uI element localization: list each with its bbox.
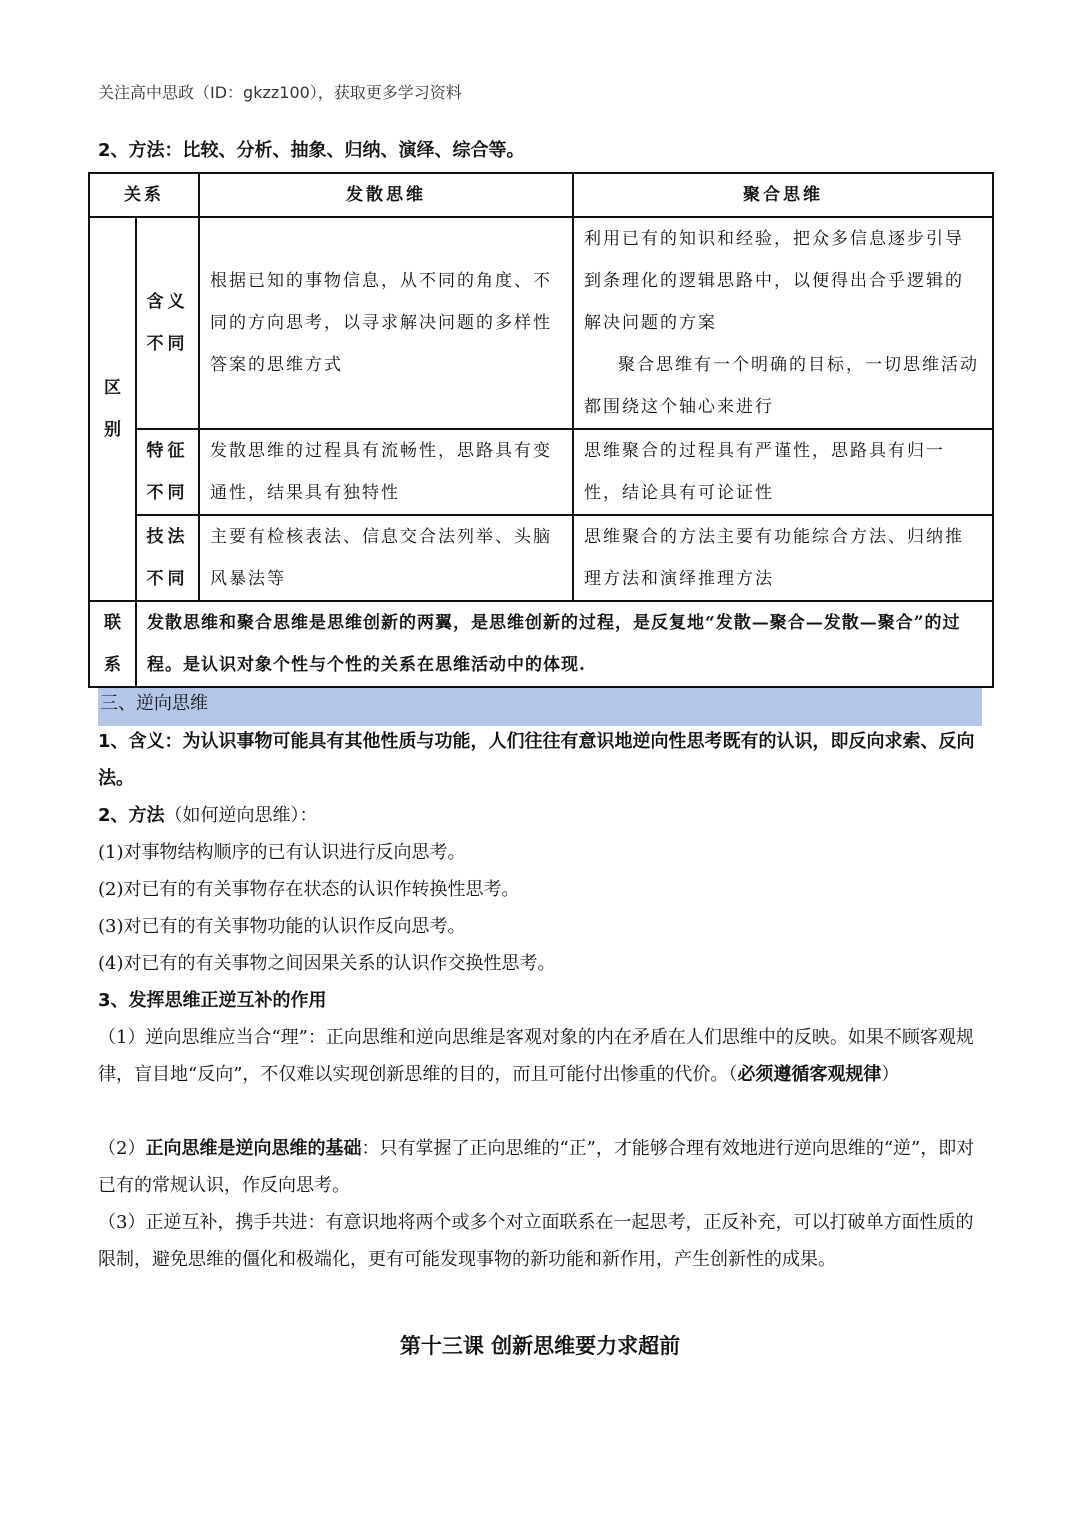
row-label-line: 特征 xyxy=(146,441,189,461)
table-row xyxy=(89,429,993,515)
table-row xyxy=(89,601,993,687)
header-relation: 关系 xyxy=(89,173,199,217)
convergent-meaning-text: 利用已有的知识和经验，把众多信息逐步引导到条理化的逻辑思路中，以便得出合乎逻辑的解决问题的方案 xyxy=(584,229,964,333)
role-paragraph-3: （3）正逆互补，携手共进：有意识地将两个或多个对立面联系在一起思考，正反补充，可以打破单方面性质的限制，避免思维的僵化和极端化，更有可能发现事物的新功能和新作用，产生创新性的成果。 xyxy=(98,1212,974,1270)
convergent-meaning-extra: 聚合思维有一个明确的目标，一切思维活动都围绕这个轴心来进行 xyxy=(584,355,979,417)
p2-prefix: （2） xyxy=(98,1138,146,1159)
lesson-title: 第十三课 创新思维要力求超前 xyxy=(399,1334,681,1358)
link-label-char: 系 xyxy=(104,655,121,675)
row-label-line: 不同 xyxy=(146,569,189,589)
group-label-char: 别 xyxy=(104,420,121,440)
meaning-label: 1、含义： xyxy=(98,731,183,752)
group-label-difference xyxy=(89,217,136,601)
role-heading: 3、发挥思维正逆互补的作用 xyxy=(98,990,327,1011)
cell-divergent-meaning: 根据已知的事物信息，从不同的角度、不同的方向思考，以寻求解决问题的多样性答案的思维方式 xyxy=(199,217,573,429)
method-line: 2、方法：比较、分析、抽象、归纳、演绎、综合等。 xyxy=(98,140,525,161)
row-label-meaning xyxy=(136,217,199,429)
p2-bold: 正向思维是逆向思维的基础 xyxy=(145,1138,362,1159)
method-label: 2、方法 xyxy=(98,805,165,826)
p1-end: ） xyxy=(881,1064,900,1085)
row-label-feature xyxy=(136,429,199,515)
cell-link-text: 发散思维和聚合思维是思维创新的两翼，是思维创新的过程，是反复地“发散—聚合—发散—聚合”的过程。是认识对象个性与个性的关系在思维活动中的体现. xyxy=(136,601,993,687)
comparison-table xyxy=(88,172,994,688)
row-label-line: 含义 xyxy=(146,292,189,312)
row-label-line: 不同 xyxy=(146,483,189,503)
table-row xyxy=(89,217,993,429)
cell-convergent-technique: 思维聚合的方法主要有功能综合方法、归纳推理方法和演绎推理方法 xyxy=(573,515,993,601)
p1-bold: 必须遵循客观规律 xyxy=(737,1064,882,1085)
meaning-text: 为认识事物可能具有其他性质与功能，人们往往有意识地逆向性思考既有的认识，即反向求索、反向法。 xyxy=(98,731,975,789)
table-row xyxy=(89,515,993,601)
p2-text: ：只有掌握了正向思维的“正”，才能够合理有效地进行逆向思维的“逆”，即对已有的常规认识，作反向思考。 xyxy=(98,1138,975,1196)
method-item: (2)对已有的有关事物存在状态的认识作转换性思考。 xyxy=(98,879,520,900)
cell-divergent-feature: 发散思维的过程具有流畅性，思路具有变通性，结果具有独特性 xyxy=(199,429,573,515)
cell-convergent-meaning xyxy=(573,217,993,429)
method-item: (4)对已有的有关事物之间因果关系的认识作交换性思考。 xyxy=(98,953,556,974)
row-label-line: 不同 xyxy=(146,334,189,354)
method-heading xyxy=(98,797,982,834)
table-header-row xyxy=(89,173,993,217)
p1-text: （1）逆向思维应当合“理”：正向思维和逆向思维是客观对象的内在矛盾在人们思维中的反映。如果不顾客观规律，盲目地“反向”，不仅难以实现创新思维的目的，而且可能付出惨重的代价。（ xyxy=(98,1027,974,1085)
cell-divergent-technique: 主要有检核表法、信息交合法列举、头脑风暴法等 xyxy=(199,515,573,601)
link-label-char: 联 xyxy=(104,613,121,633)
section-heading-reverse-thinking: 三、逆向思维 xyxy=(98,688,982,726)
header-note: 关注高中思政（ID：gkzz100），获取更多学习资料 xyxy=(98,83,462,102)
row-label-technique xyxy=(136,515,199,601)
link-label xyxy=(89,601,136,687)
header-convergent: 聚合思维 xyxy=(573,173,993,217)
role-paragraph-1 xyxy=(98,1019,982,1093)
row-label-line: 技法 xyxy=(146,527,189,547)
method-item: (3)对已有的有关事物功能的认识作反向思考。 xyxy=(98,916,466,937)
meaning-paragraph xyxy=(98,723,982,797)
method-rest: （如何逆向思维）： xyxy=(164,805,318,826)
header-divergent: 发散思维 xyxy=(199,173,573,217)
role-paragraph-2 xyxy=(98,1130,982,1204)
cell-convergent-feature: 思维聚合的过程具有严谨性，思路具有归一性，结论具有可论证性 xyxy=(573,429,993,515)
method-item: (1)对事物结构顺序的已有认识进行反向思考。 xyxy=(98,842,466,863)
group-label-char: 区 xyxy=(104,378,121,398)
